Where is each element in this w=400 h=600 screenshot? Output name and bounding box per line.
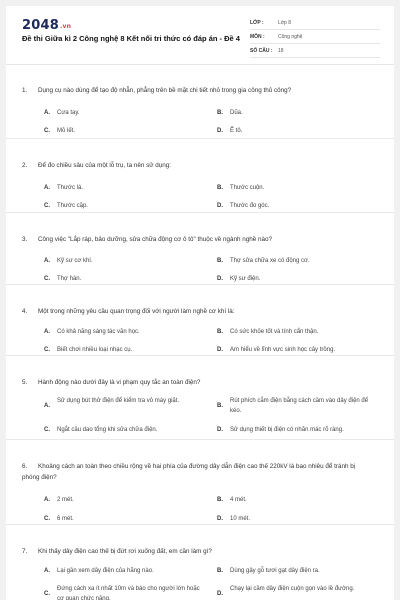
question-text: 3. Công việc "Lắp ráp, bảo dưỡng, sửa chữa động cơ ô tô" thuộc về ngành nghề nào? <box>22 236 273 243</box>
answer-option[interactable]: D. Thước đo góc. <box>217 203 270 209</box>
answer-option[interactable]: D. Sử dụng thiết bị điện có nhãn mác rõ ràng. <box>217 427 344 433</box>
exam-header <box>6 6 394 65</box>
question-3 <box>6 212 394 285</box>
answer-option[interactable]: A. Có khả năng sáng tác văn học. <box>44 329 140 335</box>
site-logo[interactable]: 2048.vn <box>22 18 72 33</box>
answer-option[interactable]: D. Kỹ sư điện. <box>217 276 261 282</box>
exam-title: Đề thi Giữa kì 2 Công nghệ 8 Kết nối tri thức có đáp án - Đề 4 <box>22 34 240 43</box>
answer-option[interactable]: A. Kỹ sư cơ khí. <box>44 258 93 264</box>
answer-option[interactable]: B. Rút phích cắm điện bằng cách cầm vào dây điện để kéo. <box>217 398 369 414</box>
exam-meta <box>250 16 380 58</box>
answer-option[interactable]: D. Chạy lại cầm dây điện cuộn gọn vào lề đường. <box>217 586 355 597</box>
answer-option[interactable]: A. Lại gần xem dây điện của hãng nào. <box>44 568 154 574</box>
answer-option[interactable]: A. Sử dụng bút thử điện để kiểm tra vỏ máy giặt. <box>44 398 180 409</box>
answer-option[interactable]: C. Ngắt cầu dao tổng khi sửa chữa điện. <box>44 427 158 433</box>
meta-row-count: SỐ CÂU : 18 <box>250 44 380 58</box>
question-1 <box>6 64 394 138</box>
question-text: 2. Để đo chiều sâu của một lỗ trụ, ta nên sử dụng: <box>22 162 172 169</box>
answer-option[interactable]: B. Thước cuộn. <box>217 185 265 191</box>
answer-option[interactable]: B. Dũa. <box>217 110 243 116</box>
question-2 <box>6 138 394 213</box>
answer-option[interactable]: B. Có sức khỏe tốt và tính cẩn thận. <box>217 329 319 335</box>
answer-option[interactable]: A. 2 mét. <box>44 497 74 503</box>
question-text: 5. Hành động nào dưới đây là vi phạm quy tắc an toàn điện? <box>22 379 201 386</box>
question-text: 1. Dụng cụ nào dùng để tạo độ nhẵn, phẳng trên bề mặt chi tiết nhỏ trong gia công thủ công? <box>22 87 292 94</box>
question-text: 7. Khi thấy dây điện cao thế bị đứt rơi xuống đất, em cần làm gì? <box>22 548 212 555</box>
answer-option[interactable]: C. Thợ hàn. <box>44 276 82 282</box>
meta-row-subject: MÔN : Công nghệ <box>250 30 380 44</box>
answer-option[interactable]: A. Cưa tay. <box>44 110 80 116</box>
answer-option[interactable]: A. Thước lá. <box>44 185 83 191</box>
question-text: 4. Một trong những yêu cầu quan trọng đối với người làm nghề cơ khí là: <box>22 308 235 315</box>
answer-option[interactable]: C. Biết chơi nhiều loại nhạc cụ. <box>44 347 133 353</box>
question-7 <box>6 524 394 600</box>
answer-option[interactable]: D. Ê tô. <box>217 128 243 134</box>
answer-option[interactable]: B. Dùng gậy gỗ tươi gạt dây điện ra. <box>217 568 320 574</box>
answer-option[interactable]: C. Đứng cách xa ít nhất 10m và báo cho người lớn hoặc cơ quan chức năng. <box>44 586 200 600</box>
answer-option[interactable]: C. Thước cặp. <box>44 203 88 209</box>
question-5 <box>6 355 394 440</box>
meta-row-class: LỚP : Lớp 8 <box>250 16 380 30</box>
exam-page <box>6 6 394 600</box>
question-4 <box>6 284 394 356</box>
answer-option[interactable]: C. Mỏ lết. <box>44 128 76 134</box>
question-text: 6. Khoảng cách an toàn theo chiều rộng về hai phía của đường dây dẫn điện cao thế 220kV là bao nhiêu để tránh bị phóng điện? <box>22 463 356 481</box>
question-6 <box>6 439 394 525</box>
answer-option[interactable]: D. 10 mét. <box>217 516 251 522</box>
answer-option[interactable]: C. 6 mét. <box>44 516 74 522</box>
answer-option[interactable]: B. 4 mét. <box>217 497 247 503</box>
answer-option[interactable]: B. Thợ sửa chữa xe có động cơ. <box>217 258 310 264</box>
answer-option[interactable]: D. Am hiểu về lĩnh vực sinh học cây trồng. <box>217 347 336 353</box>
